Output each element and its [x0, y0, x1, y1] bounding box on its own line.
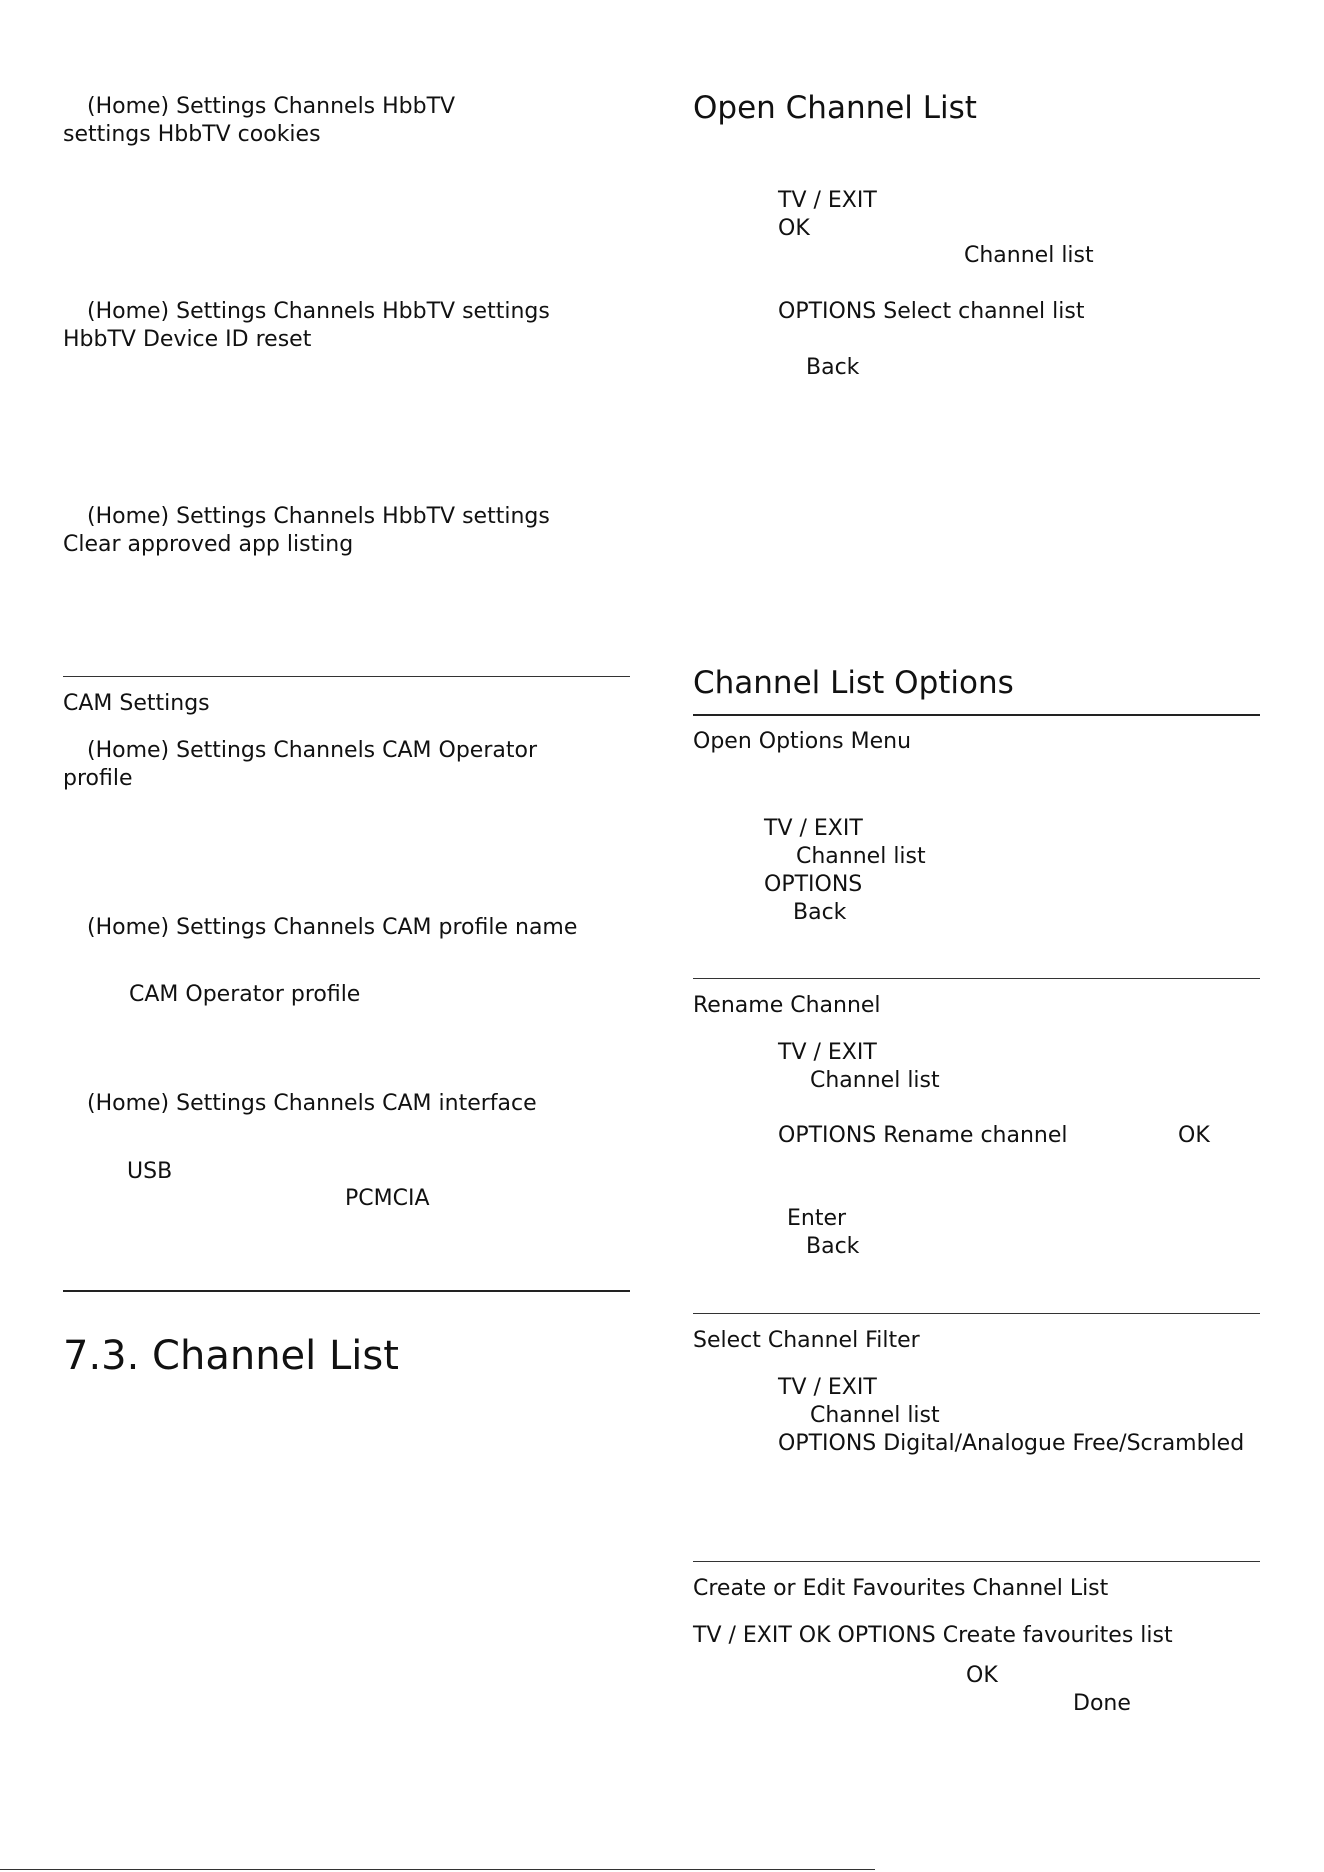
- open-options-step3: OPTIONS: [764, 872, 863, 897]
- options-divider: [693, 714, 1260, 716]
- favourites-step1: TV / EXIT OK OPTIONS Create favourites list: [693, 1623, 1173, 1648]
- rename-step3-ok: OK: [1178, 1123, 1210, 1148]
- rename-channel-heading: Rename Channel: [693, 993, 881, 1018]
- open-options-step1: TV / EXIT: [764, 816, 863, 841]
- filter-step2: Channel list: [810, 1403, 940, 1428]
- hbbtv-cookies-path-line2: settings HbbTV cookies: [63, 122, 321, 147]
- favourites-heading: Create or Edit Favourites Channel List: [693, 1576, 1109, 1601]
- rename-step2: Channel list: [810, 1068, 940, 1093]
- open-channel-list-step3: Channel list: [964, 243, 1094, 268]
- cam-operator-path-line2: profile: [63, 766, 133, 791]
- channel-list-options-heading: Channel List Options: [693, 665, 1014, 701]
- filter-step3: OPTIONS Digital/Analogue Free/Scrambled: [778, 1431, 1245, 1456]
- select-channel-filter-heading: Select Channel Filter: [693, 1328, 920, 1353]
- open-channel-list-step2: OK: [778, 216, 810, 241]
- open-channel-list-step4: OPTIONS Select channel list: [778, 299, 1085, 324]
- hbbtv-device-id-path-line1: (Home) Settings Channels HbbTV settings: [87, 299, 550, 324]
- favourites-step3: Done: [1073, 1691, 1131, 1716]
- hbbtv-cookies-path-line1: (Home) Settings Channels HbbTV: [87, 94, 456, 119]
- open-channel-list-heading: Open Channel List: [693, 90, 977, 126]
- chapter-title: 7.3. Channel List: [63, 1333, 399, 1379]
- rename-step4: Enter: [787, 1206, 847, 1231]
- filter-step1: TV / EXIT: [778, 1375, 877, 1400]
- favourites-divider: [693, 1561, 1260, 1562]
- cam-profile-name-note: CAM Operator profile: [129, 982, 361, 1007]
- filter-divider: [693, 1313, 1260, 1314]
- clear-listing-path-line2: Clear approved app listing: [63, 532, 354, 557]
- cam-interface-usb: USB: [127, 1159, 173, 1184]
- cam-operator-path-line1: (Home) Settings Channels CAM Operator: [87, 738, 537, 763]
- open-options-step2: Channel list: [796, 844, 926, 869]
- rename-step1: TV / EXIT: [778, 1040, 877, 1065]
- cam-profile-name-path: (Home) Settings Channels CAM profile name: [87, 915, 578, 940]
- hbbtv-device-id-path-line2: HbbTV Device ID reset: [63, 327, 312, 352]
- rename-step5: Back: [806, 1234, 860, 1259]
- section-divider: [63, 676, 630, 677]
- cam-interface-pcmcia: PCMCIA: [345, 1186, 430, 1211]
- page-bottom-rule: [0, 1869, 875, 1870]
- open-options-menu-heading: Open Options Menu: [693, 729, 912, 754]
- open-options-step4: Back: [793, 900, 847, 925]
- chapter-divider: [63, 1290, 630, 1292]
- rename-step3: OPTIONS Rename channel: [778, 1123, 1068, 1148]
- open-channel-list-step5: Back: [806, 355, 860, 380]
- cam-interface-path: (Home) Settings Channels CAM interface: [87, 1091, 537, 1116]
- open-channel-list-step1: TV / EXIT: [778, 188, 877, 213]
- favourites-step2: OK: [966, 1663, 998, 1688]
- rename-divider: [693, 978, 1260, 979]
- cam-settings-heading: CAM Settings: [63, 691, 210, 716]
- clear-listing-path-line1: (Home) Settings Channels HbbTV settings: [87, 504, 550, 529]
